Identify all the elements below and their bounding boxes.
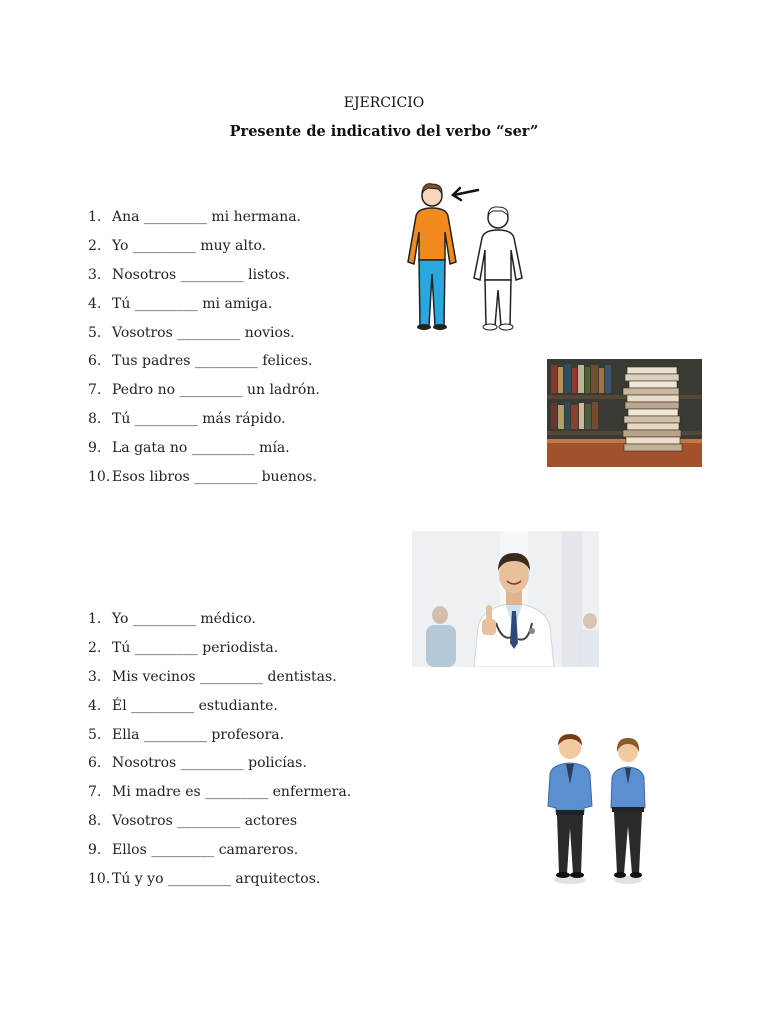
books-photo xyxy=(547,359,702,467)
police-officers-illustration xyxy=(520,728,670,888)
list-item xyxy=(88,468,320,497)
item-text: Tú _________ periodista. xyxy=(112,639,279,656)
item-number: 3. xyxy=(88,668,102,685)
list-item xyxy=(88,639,351,668)
item-number: 10. xyxy=(88,469,111,486)
list-item xyxy=(88,208,320,237)
item-text: Vosotros _________ actores xyxy=(112,813,298,830)
item-number: 2. xyxy=(88,639,102,656)
item-number: 6. xyxy=(88,353,102,370)
list-item xyxy=(88,410,320,439)
list-item xyxy=(88,324,320,353)
item-number: 2. xyxy=(88,237,102,254)
item-number: 6. xyxy=(88,755,102,772)
list-item xyxy=(88,237,320,266)
item-text: Ana _________ mi hermana. xyxy=(112,209,302,225)
item-text: Pedro no _________ un ladrón. xyxy=(112,382,320,399)
item-number: 7. xyxy=(88,784,102,801)
list-item xyxy=(88,295,320,324)
item-text: Mi madre es _________ enfermera. xyxy=(112,784,352,801)
list-item xyxy=(88,812,351,841)
item-number: 10. xyxy=(88,871,111,888)
list-item xyxy=(88,754,351,783)
item-text: Yo _________ muy alto. xyxy=(112,237,267,254)
item-number: 4. xyxy=(88,697,102,714)
item-text: Ella _________ profesora. xyxy=(112,726,285,743)
item-text: Él _________ estudiante. xyxy=(112,697,278,714)
list-item xyxy=(88,352,320,381)
item-number: 3. xyxy=(88,266,102,283)
item-number: 5. xyxy=(88,726,102,743)
page-title: EJERCICIO xyxy=(343,95,425,111)
item-text: Ellos _________ camareros. xyxy=(112,842,299,859)
list-item xyxy=(88,841,351,870)
item-text: Esos libros _________ buenos. xyxy=(112,469,317,486)
list-item xyxy=(88,610,351,639)
item-text: Tú _________ mi amiga. xyxy=(112,295,273,312)
list-item xyxy=(88,668,351,697)
exercise-list-1 xyxy=(88,208,320,497)
item-number: 1. xyxy=(88,611,102,627)
list-item xyxy=(88,266,320,295)
item-text: Vosotros _________ novios. xyxy=(112,324,295,341)
item-number: 4. xyxy=(88,295,102,312)
page-subtitle: Presente de indicativo del verbo “ser” xyxy=(229,123,539,140)
item-text: Nosotros _________ listos. xyxy=(112,266,290,283)
item-number: 8. xyxy=(88,813,102,830)
item-number: 7. xyxy=(88,382,102,399)
item-number: 9. xyxy=(88,440,102,457)
item-text: Nosotros _________ policías. xyxy=(112,755,307,772)
list-item xyxy=(88,381,320,410)
item-number: 9. xyxy=(88,842,102,859)
item-number: 5. xyxy=(88,324,102,341)
list-item xyxy=(88,726,351,755)
doctor-photo xyxy=(412,531,599,667)
item-text: La gata no _________ mía. xyxy=(112,440,290,457)
item-text: Mis vecinos _________ dentistas. xyxy=(112,668,337,685)
item-text: Tú y yo _________ arquitectos. xyxy=(112,871,321,888)
item-text: Tus padres _________ felices. xyxy=(112,353,313,370)
item-number: 1. xyxy=(88,209,102,225)
list-item xyxy=(88,783,351,812)
list-item xyxy=(88,439,320,468)
item-text: Yo _________ médico. xyxy=(112,611,256,627)
people-pictogram xyxy=(398,176,538,336)
list-item xyxy=(88,870,351,899)
item-text: Tú _________ más rápido. xyxy=(112,411,286,428)
list-item xyxy=(88,697,351,726)
item-number: 8. xyxy=(88,411,102,428)
exercise-list-2 xyxy=(88,610,351,899)
